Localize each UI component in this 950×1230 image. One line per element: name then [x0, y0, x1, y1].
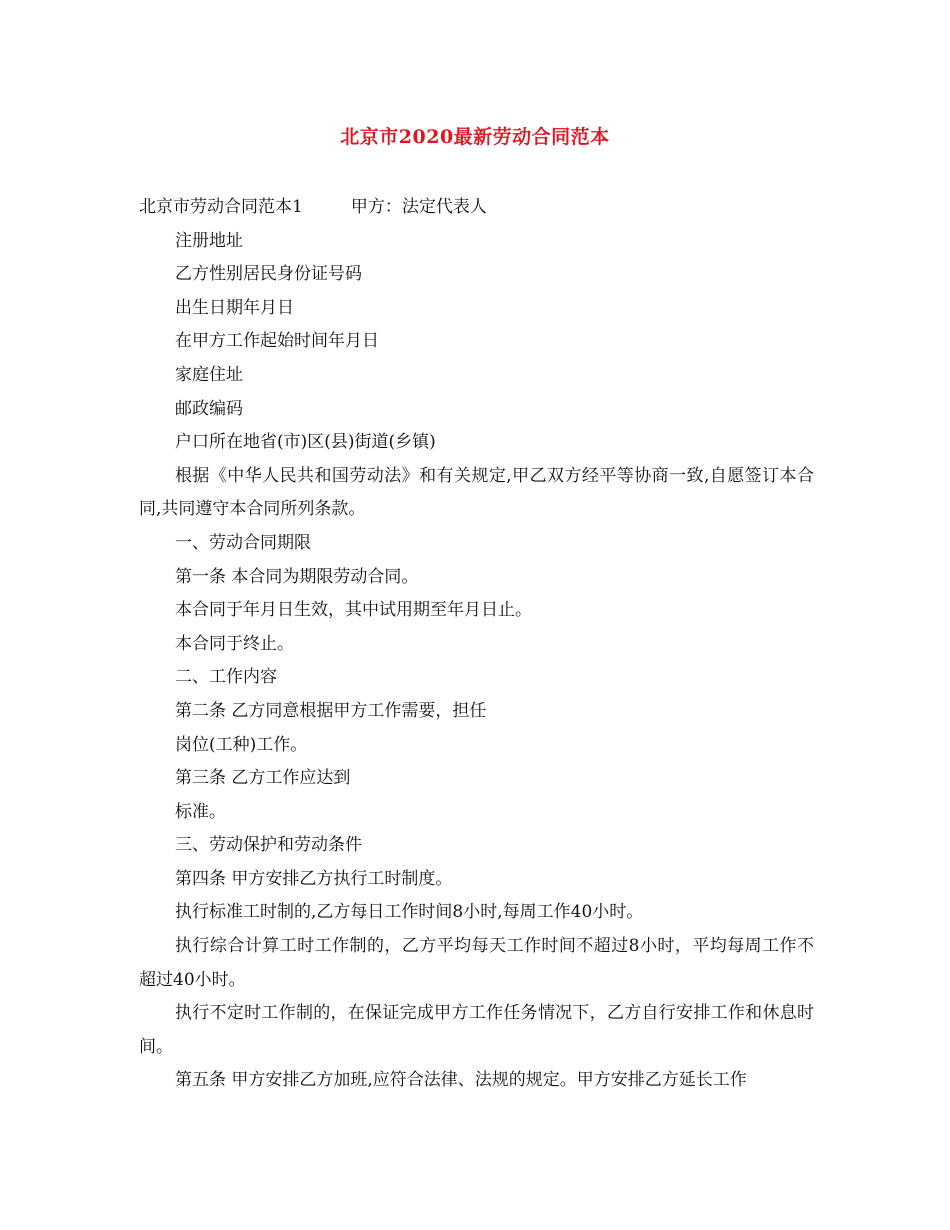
paragraph: 在甲方工作起始时间年月日 [175, 331, 379, 352]
paragraph: 第二条 乙方同意根据甲方工作需要，担任 [175, 700, 487, 721]
document-title: 北京市2020最新劳动合同范本 [340, 126, 610, 148]
paragraph: 第一条 本合同为期限劳动合同。 [175, 566, 419, 587]
paragraph: 注册地址 [175, 230, 243, 251]
party-a-label: 甲方：法定代表人 [350, 197, 487, 217]
paragraph: 执行综合计算工时工作制的，乙方平均每天工作时间不超过8小时，平均每周工作不超过40小时。 [139, 936, 814, 990]
section-heading: 二、工作内容 [175, 667, 277, 688]
contract-name: 北京市劳动合同范本1 [139, 197, 303, 217]
section-heading: 一、劳动合同期限 [175, 532, 311, 553]
paragraph: 本合同于年月日生效，其中试用期至年月日止。 [175, 600, 532, 621]
paragraph: 第四条 甲方安排乙方执行工时制度。 [175, 868, 453, 889]
paragraph: 根据《中华人民共和国劳动法》和有关规定,甲乙双方经平等协商一致,自愿签订本合同,共同遵守本合同所列条款。 [139, 465, 814, 520]
paragraph: 执行不定时工作制的，在保证完成甲方工作任务情况下，乙方自行安排工作和休息时间。 [139, 1003, 814, 1057]
paragraph: 标准。 [175, 801, 226, 822]
document-body [139, 191, 814, 1098]
paragraph: 户口所在地省(市)区(县)街道(乡镇) [175, 432, 436, 453]
paragraph: 第三条 乙方工作应达到 [175, 768, 351, 789]
paragraph: 邮政编码 [175, 398, 243, 419]
paragraph: 出生日期年月日 [175, 297, 294, 318]
paragraph: 第五条 甲方安排乙方加班,应符合法律、法规的规定。甲方安排乙方延长工作 [175, 1070, 747, 1091]
first-line [139, 191, 814, 225]
paragraph: 本合同于终止。 [175, 633, 294, 654]
paragraph: 执行标准工时制的,乙方每日工作时间8小时,每周工作40小时。 [175, 902, 644, 923]
paragraph: 家庭住址 [175, 364, 243, 385]
section-heading: 三、劳动保护和劳动条件 [175, 835, 362, 856]
paragraph: 乙方性别居民身份证号码 [175, 264, 362, 285]
paragraph: 岗位(工种)工作。 [175, 734, 308, 755]
